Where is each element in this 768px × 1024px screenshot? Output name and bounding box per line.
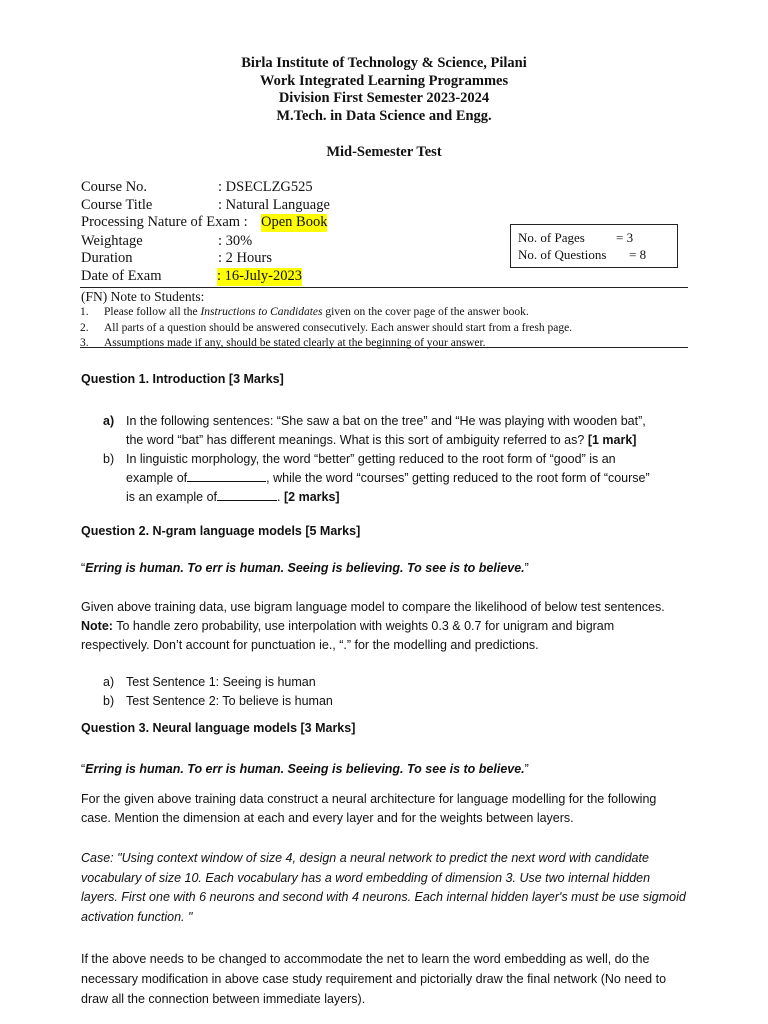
exam-date-label: Date of Exam: [81, 268, 162, 284]
note-item: [80, 336, 572, 352]
q3-title: Question 3. Neural language models [3 Marks]: [81, 721, 356, 735]
test-title: Mid-Semester Test: [326, 144, 442, 160]
divider-top: [80, 287, 688, 288]
q1-a-marker: a): [103, 414, 115, 428]
q1-a-marks: [1 mark]: [587, 433, 637, 447]
q3-para1: [81, 790, 691, 828]
exam-nature-label: Processing Nature of Exam :: [81, 214, 248, 230]
course-title-value: : Natural Language: [218, 197, 330, 213]
q3-case-line2: vocabulary of size 10. Each vocabulary has a word embedding of dimension 3. Use two internal hidden: [81, 870, 651, 885]
questions-label: No. of Questions: [518, 247, 607, 262]
q2-a-marker: a): [103, 675, 115, 689]
note-text: Assumptions made if any, should be stated clearly at the beginning of your answer.: [104, 337, 486, 349]
q3-para2-line1: If the above needs to be changed to accommodate the net to learn the word embedding as well, do the: [81, 952, 650, 966]
pages-questions-box: [510, 224, 678, 268]
q1-b-marker: b): [103, 452, 115, 466]
questions-row: [518, 246, 677, 263]
pages-row: [518, 229, 677, 246]
q3-para1-line1: For the given above training data construct a neural architecture for language modelling for the following: [81, 792, 657, 806]
q2-b-marker: b): [103, 694, 115, 708]
q3-case-line4: activation function. ": [81, 909, 193, 924]
duration-value: : 2 Hours: [218, 250, 272, 266]
notes-heading: (FN) Note to Students:: [81, 289, 205, 304]
exam-date-value: : 16-July-2023: [217, 268, 302, 284]
q3-para1-line2: case. Mention the dimension at each and every layer and for the weights between layers.: [81, 811, 574, 826]
q1-part-a: [81, 412, 681, 450]
q1-b-line2-pre: example of: [126, 471, 188, 485]
q2-part-a: [81, 673, 681, 692]
note-number: 1.: [80, 306, 89, 318]
answer-blank[interactable]: [217, 488, 277, 501]
note-text: All parts of a question should be answered consecutively. Each answer should start from a fresh page.: [104, 321, 573, 334]
course-no-label: Course No.: [81, 179, 148, 195]
note-text: Please follow all the: [104, 306, 201, 318]
institution-name: Birla Institute of Technology & Science, Pilani: [241, 55, 527, 71]
q2-quote-text: Erring is human. To err is human. Seeing is believing. To see is to believe.: [85, 561, 525, 575]
q2-part-b: [81, 692, 681, 711]
institution-header: [0, 55, 768, 125]
pages-value: = 3: [616, 230, 634, 245]
note-item: [80, 321, 572, 337]
q2-instructions: [81, 598, 691, 656]
q3-case: [81, 849, 691, 927]
q1-title: Question 1. Introduction [3 Marks]: [81, 372, 284, 386]
q3-case-line3: layers. First one with 6 neurons and second with 4 neurons. Each internal hidden layer's must be use sigmoid: [81, 890, 686, 905]
q1-b-line3-pre: is an example of: [126, 490, 218, 504]
programme-name: Work Integrated Learning Programmes: [259, 72, 509, 89]
q2-para-line2: To handle zero probability, use interpolation with weights 0.3 & 0.7 for unigram and bigram: [116, 619, 615, 634]
q1-a-line1: In the following sentences: “She saw a bat on the tree” and “He was playing with wooden bat”,: [126, 414, 646, 428]
answer-blank[interactable]: [187, 469, 266, 482]
q3-para2-line3: draw all the connection between immediate layers).: [81, 992, 366, 1006]
weightage-label: Weightage: [81, 233, 143, 249]
q2-para-line3: respectively. Don’t account for punctuation ie., “.” for the modelling and predictions.: [81, 638, 539, 653]
notes-list: [80, 305, 572, 352]
q1-b-line1: In linguistic morphology, the word “better” getting reduced to the root form of “good” is an: [126, 452, 616, 466]
note-emphasis: Instructions to Candidates: [200, 306, 323, 318]
q3-para2: [81, 949, 691, 1009]
note-text: given on the cover page of the answer book.: [322, 306, 529, 318]
degree-name: M.Tech. in Data Science and Engg.: [276, 107, 492, 124]
q1-b-line3-post: .: [277, 490, 281, 504]
q2-para-line1: Given above training data, use bigram language model to compare the likelihood of below test sentences.: [81, 600, 665, 614]
q3-quote-text: Erring is human. To err is human. Seeing is believing. To see is to believe.: [85, 762, 525, 776]
exam-nature-value: Open Book: [261, 214, 328, 230]
pages-label: No. of Pages: [518, 230, 585, 245]
note-number: 3.: [80, 337, 89, 349]
q2-quote: “Erring is human. To err is human. Seeing is believing. To see is to believe.”: [81, 561, 529, 575]
course-title-label: Course Title: [81, 197, 153, 213]
divider-bottom: [80, 347, 688, 348]
note-item: [80, 305, 572, 321]
q1-a-line2: the word “bat” has different meanings. What is this sort of ambiguity referred to as?: [126, 433, 585, 447]
weightage-value: : 30%: [218, 233, 253, 249]
q2-a-text: Test Sentence 1: Seeing is human: [126, 675, 316, 689]
q1-part-b: [81, 450, 681, 507]
note-number: 2.: [80, 321, 89, 334]
duration-label: Duration: [81, 250, 133, 266]
q3-para2-line2: necessary modification in above case study requirement and pictorially draw the final network (No need to: [81, 972, 667, 986]
q2-title: Question 2. N-gram language models [5 Marks]: [81, 524, 361, 538]
q3-case-line1: Case: "Using context window of size 4, design a neural network to predict the next word with candidate: [81, 851, 649, 865]
questions-value: = 8: [629, 247, 647, 262]
semester-name: Division First Semester 2023-2024: [278, 90, 490, 106]
q1-b-marks: [2 marks]: [284, 490, 340, 504]
q2-b-text: Test Sentence 2: To believe is human: [126, 694, 333, 708]
q2-note-label: Note:: [81, 619, 113, 634]
q3-quote: “Erring is human. To err is human. Seeing is believing. To see is to believe.”: [81, 762, 529, 776]
course-no-value: : DSECLZG525: [218, 179, 313, 195]
q1-b-line2-post: , while the word “courses” getting reduced to the root form of “course”: [266, 471, 650, 485]
